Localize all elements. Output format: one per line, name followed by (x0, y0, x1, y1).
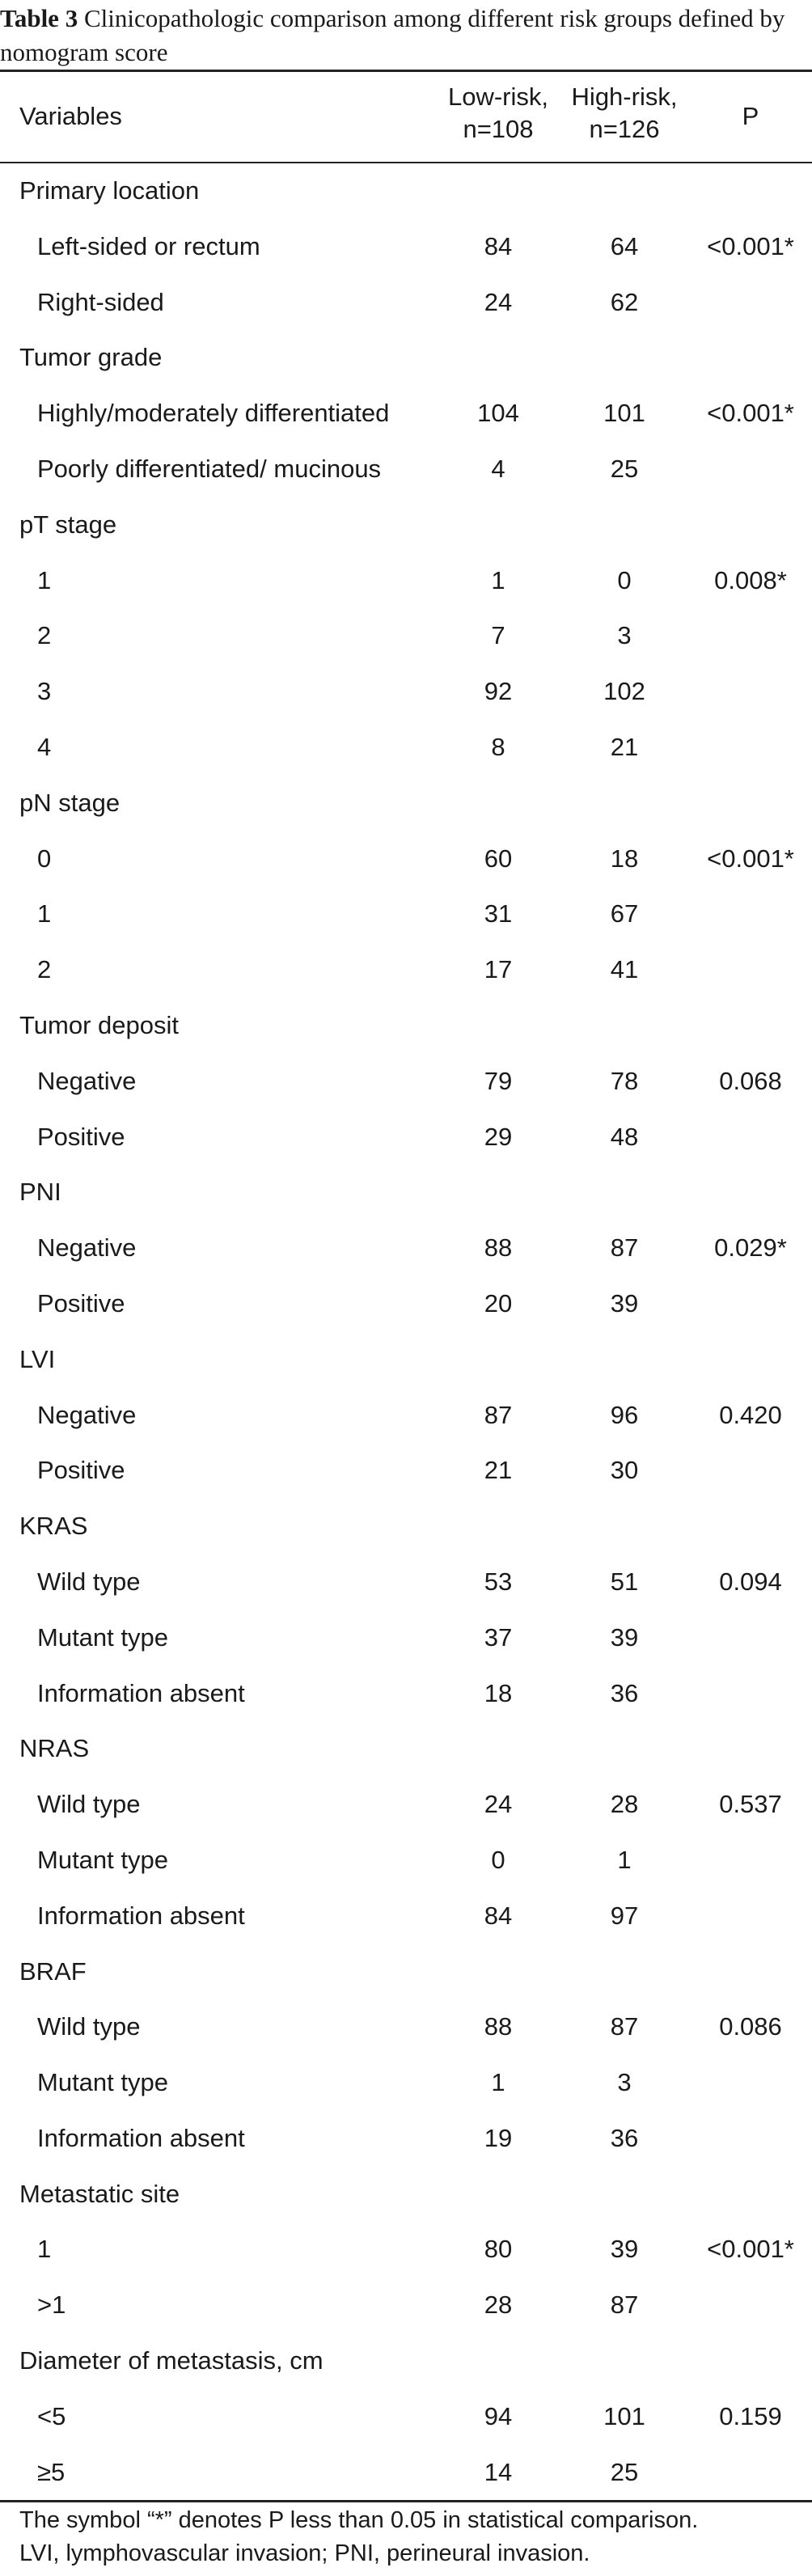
high-risk-cell: 41 (610, 955, 639, 984)
table-label: Table 3 (0, 4, 78, 32)
p-value-cell (689, 2278, 812, 2333)
section-row (0, 1332, 812, 1388)
table-row (0, 1388, 812, 1444)
low-risk-cell (437, 163, 560, 219)
table-row (0, 1443, 812, 1499)
variable-cell: KRAS (19, 1512, 88, 1541)
low-risk-cell (437, 497, 560, 553)
low-risk-cell: 94 (484, 2401, 513, 2430)
variable-cell: 1 (37, 565, 52, 594)
p-value-cell (689, 1443, 812, 1499)
header-high-risk-n: n=126 (589, 115, 660, 143)
p-value-cell: 0.420 (719, 1400, 782, 1429)
low-risk-cell (437, 776, 560, 831)
p-value-cell: 0.068 (719, 1066, 782, 1095)
p-value-cell (689, 1110, 812, 1165)
table-row (0, 275, 812, 331)
low-risk-cell: 60 (484, 844, 513, 873)
high-risk-cell: 3 (617, 2068, 632, 2097)
high-risk-cell: 64 (610, 231, 639, 260)
high-risk-cell (563, 1944, 686, 2000)
p-value-cell (689, 998, 812, 1054)
table-body (0, 163, 812, 2500)
p-value-cell (689, 1666, 812, 1722)
section-row (0, 1165, 812, 1220)
header-low-risk (437, 81, 560, 146)
low-risk-cell (437, 1721, 560, 1777)
p-value-cell (689, 942, 812, 998)
table-row (0, 720, 812, 776)
p-value-cell (689, 497, 812, 553)
p-value-cell: <0.001* (707, 231, 794, 260)
p-value-cell (689, 1889, 812, 1944)
p-value-cell (689, 330, 812, 386)
variable-cell: Primary location (19, 176, 200, 205)
table-row (0, 1666, 812, 1722)
low-risk-cell: 84 (484, 1901, 513, 1930)
table-row (0, 1833, 812, 1889)
low-risk-cell (437, 1499, 560, 1554)
section-row (0, 163, 812, 219)
high-risk-cell: 21 (610, 732, 639, 761)
low-risk-cell: 104 (477, 399, 519, 428)
low-risk-cell: 92 (484, 677, 513, 706)
variable-cell: Wild type (37, 2012, 141, 2041)
variable-cell: Information absent (37, 1678, 245, 1707)
variable-cell: 1 (37, 2235, 52, 2264)
section-row (0, 2167, 812, 2223)
p-value-cell: 0.159 (719, 2401, 782, 2430)
variable-cell: pT stage (19, 510, 117, 539)
table-row (0, 553, 812, 609)
p-value-cell: 0.537 (719, 1790, 782, 1819)
table-caption (0, 2, 801, 70)
high-risk-cell: 36 (610, 2123, 639, 2152)
low-risk-cell: 88 (484, 2012, 513, 2041)
section-row (0, 2333, 812, 2389)
variable-cell: pN stage (19, 788, 121, 817)
low-risk-cell (437, 330, 560, 386)
variable-cell: Information absent (37, 2123, 245, 2152)
section-row (0, 497, 812, 553)
low-risk-cell (437, 2167, 560, 2223)
low-risk-cell: 7 (491, 621, 505, 650)
table-row (0, 2055, 812, 2111)
high-risk-cell: 39 (610, 1288, 639, 1318)
low-risk-cell: 28 (484, 2290, 513, 2320)
p-value-cell: 0.094 (719, 1567, 782, 1596)
high-risk-cell: 87 (610, 2012, 639, 2041)
low-risk-cell: 19 (484, 2123, 513, 2152)
p-value-cell: <0.001* (707, 2235, 794, 2264)
p-value-cell (689, 1833, 812, 1889)
p-value-cell: <0.001* (707, 399, 794, 428)
p-value-cell (689, 776, 812, 831)
table-footnote (19, 2504, 812, 2570)
section-row (0, 1499, 812, 1554)
low-risk-cell (437, 1332, 560, 1388)
variable-cell: Wild type (37, 1790, 141, 1819)
high-risk-cell (563, 776, 686, 831)
variable-cell: Positive (37, 1122, 125, 1151)
high-risk-cell: 87 (610, 2290, 639, 2320)
table-row (0, 1276, 812, 1332)
low-risk-cell: 37 (484, 1622, 513, 1652)
variable-cell: Left-sided or rectum (37, 231, 260, 260)
p-value-cell (689, 163, 812, 219)
high-risk-cell: 101 (603, 2401, 645, 2430)
section-row (0, 1721, 812, 1777)
section-row (0, 776, 812, 831)
high-risk-cell: 62 (610, 287, 639, 316)
low-risk-cell: 53 (484, 1567, 513, 1596)
variable-cell: Information absent (37, 1901, 245, 1930)
low-risk-cell: 14 (484, 2457, 513, 2486)
table-row (0, 1054, 812, 1110)
variable-cell: Mutant type (37, 2068, 168, 2097)
high-risk-cell (563, 497, 686, 553)
variable-cell: Poorly differentiated/ mucinous (37, 454, 382, 483)
high-risk-cell: 97 (610, 1901, 639, 1930)
low-risk-cell (437, 2333, 560, 2389)
table-row (0, 386, 812, 442)
header-p-value: P (742, 102, 759, 130)
variable-cell: <5 (37, 2401, 66, 2430)
variable-cell: Negative (37, 1233, 137, 1263)
variable-cell: Negative (37, 1066, 137, 1095)
variable-cell: BRAF (19, 1956, 87, 1986)
high-risk-cell: 39 (610, 1622, 639, 1652)
header-variables: Variables (19, 102, 122, 130)
variable-cell: 0 (37, 844, 52, 873)
variable-cell: Positive (37, 1288, 125, 1318)
low-risk-cell: 31 (484, 899, 513, 928)
high-risk-cell: 48 (610, 1122, 639, 1151)
high-risk-cell (563, 330, 686, 386)
p-value-cell (689, 608, 812, 664)
table-row (0, 2222, 812, 2278)
table-row (0, 608, 812, 664)
high-risk-cell: 1 (617, 1845, 632, 1874)
p-value-cell (689, 2111, 812, 2167)
table-row (0, 2111, 812, 2167)
low-risk-cell: 8 (491, 732, 505, 761)
low-risk-cell: 29 (484, 1122, 513, 1151)
p-value-cell (689, 1944, 812, 2000)
high-risk-cell: 87 (610, 1233, 639, 1263)
high-risk-cell (563, 2333, 686, 2389)
variable-cell: Tumor grade (19, 343, 163, 372)
variable-cell: 2 (37, 621, 52, 650)
variable-cell: 1 (37, 899, 52, 928)
p-value-cell (689, 1332, 812, 1388)
variable-cell: PNI (19, 1178, 61, 1207)
p-value-cell: 0.029* (714, 1233, 787, 1263)
table-row (0, 831, 812, 887)
variable-cell: ≥5 (37, 2457, 66, 2486)
table-title: Clinicopathologic comparison among different risk groups defined by nomogram score (0, 4, 785, 66)
p-value-cell (689, 2445, 812, 2501)
high-risk-cell: 96 (610, 1400, 639, 1429)
high-risk-cell: 39 (610, 2235, 639, 2264)
table-row (0, 1889, 812, 1944)
high-risk-cell (563, 1165, 686, 1220)
high-risk-cell: 101 (603, 399, 645, 428)
low-risk-cell: 24 (484, 1790, 513, 1819)
high-risk-cell (563, 998, 686, 1054)
high-risk-cell: 3 (617, 621, 632, 650)
variable-cell: >1 (37, 2290, 66, 2320)
variable-cell: Tumor deposit (19, 1010, 179, 1039)
high-risk-cell: 18 (610, 844, 639, 873)
low-risk-cell (437, 1165, 560, 1220)
header-low-risk-label: Low-risk, (447, 82, 548, 111)
table-row (0, 2278, 812, 2333)
table-row (0, 1110, 812, 1165)
variable-cell: 3 (37, 677, 52, 706)
table-row (0, 942, 812, 998)
low-risk-cell: 80 (484, 2235, 513, 2264)
high-risk-cell (563, 163, 686, 219)
variable-cell: Metastatic site (19, 2179, 180, 2208)
variable-cell: 4 (37, 732, 52, 761)
p-value-cell (689, 2167, 812, 2223)
high-risk-cell (563, 1721, 686, 1777)
high-risk-cell: 25 (610, 454, 639, 483)
variable-cell: Positive (37, 1456, 125, 1485)
p-value-cell (689, 664, 812, 720)
p-value-cell: 0.086 (719, 2012, 782, 2041)
low-risk-cell: 4 (491, 454, 505, 483)
variable-cell: Wild type (37, 1567, 141, 1596)
header-low-risk-n: n=108 (463, 115, 534, 143)
table-row (0, 1554, 812, 1610)
variable-cell: LVI (19, 1344, 56, 1373)
table-row (0, 1220, 812, 1276)
p-value-cell (689, 1610, 812, 1666)
high-risk-cell: 0 (617, 565, 632, 594)
low-risk-cell: 1 (491, 2068, 505, 2097)
bottom-rule (0, 2500, 812, 2502)
low-risk-cell (437, 1944, 560, 2000)
p-value-cell (689, 442, 812, 497)
section-row (0, 330, 812, 386)
low-risk-cell: 1 (491, 565, 505, 594)
low-risk-cell (437, 998, 560, 1054)
table-row (0, 219, 812, 275)
p-value-cell (689, 2333, 812, 2389)
footnote-line-1: The symbol “*” denotes P less than 0.05 in statistical comparison. (19, 2507, 699, 2533)
section-row (0, 998, 812, 1054)
top-rule (0, 70, 812, 72)
variable-cell: Mutant type (37, 1622, 168, 1652)
high-risk-cell: 36 (610, 1678, 639, 1707)
table-row (0, 1777, 812, 1833)
p-value-cell (689, 1721, 812, 1777)
p-value-cell (689, 2055, 812, 2111)
p-value-cell: 0.008* (714, 565, 787, 594)
low-risk-cell: 88 (484, 1233, 513, 1263)
variable-cell: 2 (37, 955, 52, 984)
high-risk-cell: 25 (610, 2457, 639, 2486)
header-high-risk-label: High-risk, (571, 82, 678, 111)
low-risk-cell: 20 (484, 1288, 513, 1318)
low-risk-cell: 0 (491, 1845, 505, 1874)
variable-cell: Highly/moderately differentiated (37, 399, 390, 428)
low-risk-cell: 87 (484, 1400, 513, 1429)
high-risk-cell (563, 1332, 686, 1388)
p-value-cell (689, 275, 812, 331)
p-value-cell: <0.001* (707, 844, 794, 873)
p-value-cell (689, 1276, 812, 1332)
table-row (0, 664, 812, 720)
table-row (0, 2445, 812, 2501)
variable-cell: Right-sided (37, 287, 164, 316)
p-value-cell (689, 1499, 812, 1554)
table-row (0, 2389, 812, 2445)
high-risk-cell (563, 1499, 686, 1554)
table-row (0, 1999, 812, 2055)
p-value-cell (689, 886, 812, 942)
high-risk-cell (563, 2167, 686, 2223)
low-risk-cell: 84 (484, 231, 513, 260)
low-risk-cell: 17 (484, 955, 513, 984)
high-risk-cell: 30 (610, 1456, 639, 1485)
section-row (0, 1944, 812, 2000)
low-risk-cell: 79 (484, 1066, 513, 1095)
low-risk-cell: 18 (484, 1678, 513, 1707)
low-risk-cell: 24 (484, 287, 513, 316)
high-risk-cell: 78 (610, 1066, 639, 1095)
table-row (0, 886, 812, 942)
low-risk-cell: 21 (484, 1456, 513, 1485)
high-risk-cell: 51 (610, 1567, 639, 1596)
high-risk-cell: 67 (610, 899, 639, 928)
variable-cell: NRAS (19, 1734, 90, 1763)
p-value-cell (689, 1165, 812, 1220)
table-row (0, 1610, 812, 1666)
footnote-line-2: LVI, lymphovascular invasion; PNI, perineural invasion. (19, 2540, 590, 2566)
header-high-risk (563, 81, 686, 146)
high-risk-cell: 102 (603, 677, 645, 706)
variable-cell: Mutant type (37, 1845, 168, 1874)
table-row (0, 442, 812, 497)
high-risk-cell: 28 (610, 1790, 639, 1819)
variable-cell: Diameter of metastasis, cm (19, 2346, 324, 2375)
p-value-cell (689, 720, 812, 776)
variable-cell: Negative (37, 1400, 137, 1429)
